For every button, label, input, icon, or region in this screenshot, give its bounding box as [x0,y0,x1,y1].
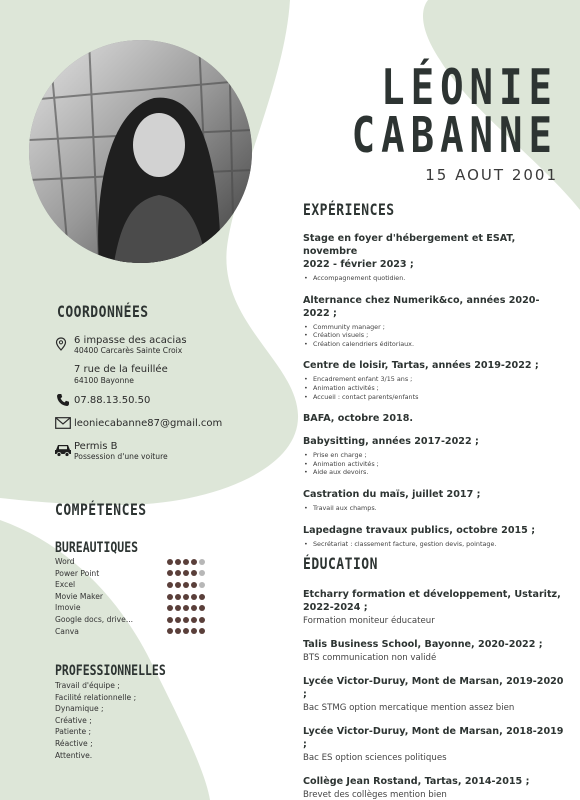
education-diploma: BTS communication non validé [303,653,437,663]
education-diploma: Brevet des collèges mention bien [303,790,447,800]
experience-title-cont: 2022 - février 2023 ; [303,259,414,270]
software-row [55,626,205,638]
dot-filled [191,570,197,576]
dot-filled [183,617,189,623]
dot-filled [167,605,173,611]
envelope-icon [55,417,71,429]
car-icon [54,443,72,457]
dot-filled [167,559,173,565]
section-title-education: ÉDUCATION [303,556,378,574]
experience-bullet: • Animation activités ; [303,384,563,393]
education-item [303,675,568,713]
education-item [303,725,568,763]
skill-level-dots [167,605,205,611]
dot-filled [167,570,173,576]
address1-line2: 40400 Carcarès Sainte Croix [74,346,183,355]
dot-filled [183,582,189,588]
pro-skill-item: Patiente ; [55,727,92,737]
pro-skills-list [55,680,136,761]
section-title-coordonnees: COORDONNÉES [57,304,149,322]
birth-date: 15 AOUT 2001 [425,166,558,184]
software-label: Power Point [55,568,100,578]
pro-skill-item: Attentive. [55,750,93,760]
phone-number: 07.88.13.50.50 [74,395,151,406]
software-list [55,556,205,637]
experience-bullet: • Accompagnement quotidien. [303,274,563,283]
software-label: Imovie [55,603,81,613]
pro-skill-item: Dynamique ; [55,704,104,714]
dot-empty [199,582,205,588]
experience-bullet: • Travail aux champs. [303,504,563,513]
software-label: Word [55,557,75,566]
location-pin-icon [54,337,68,351]
dot-filled [175,559,181,565]
education-diploma: Bac ES option sciences politiques [303,753,447,763]
experience-bullet: • Création calendriers éditoriaux. [303,340,563,349]
experience-bullets [303,504,563,513]
address2-line2: 64100 Bayonne [74,376,134,385]
experience-bullets [303,375,563,401]
dot-filled [167,582,173,588]
dot-filled [199,594,205,600]
pro-skill-item: Facilité relationnelle ; [55,692,137,702]
skill-level-dots [167,628,205,634]
skill-level-dots [167,559,205,565]
experience-title: Alternance chez Numerik&co, années 2020-2022 ; [303,294,540,319]
education-title: Lycée Victor-Duruy, Mont de Marsan, 2019-2020 ; [303,676,564,700]
software-row [55,602,205,614]
experience-title: Babysitting, années 2017-2022 ; [303,436,479,448]
software-row [55,579,205,591]
dot-filled [183,559,189,565]
experience-title: Stage en foyer d'hébergement et ESAT, novembre [303,233,516,257]
phone-icon [56,393,70,407]
profile-photo [29,40,252,263]
education-list [303,588,568,800]
experience-item [303,488,563,513]
education-diploma: Bac STMG option mercatique mention assez bien [303,703,515,713]
dot-filled [199,628,205,634]
dot-filled [191,605,197,611]
software-row [55,614,205,626]
education-item [303,638,568,663]
experience-bullet: • Encadrement enfant 3/15 ans ; [303,375,563,384]
dot-filled [175,617,181,623]
experience-bullet: • Aide aux devoirs. [303,468,563,477]
dot-filled [199,605,205,611]
dot-filled [183,570,189,576]
education-title: Collège Jean Rostand, Tartas, 2014-2015 ; [303,776,530,787]
software-label: Excel [55,580,76,590]
name-last: CABANNE [351,108,558,165]
license: Permis B [74,441,118,452]
dot-filled [191,559,197,565]
dot-filled [167,594,173,600]
dot-filled [191,628,197,634]
experience-item [303,435,563,477]
dot-filled [167,628,173,634]
experience-bullets [303,451,563,477]
name-first: LÉONIE [381,60,558,117]
experience-list [303,232,563,548]
dot-filled [183,605,189,611]
skill-level-dots [167,617,205,623]
experience-bullets [303,540,563,549]
software-row [55,591,205,603]
experience-bullet: • Accueil : contact parents/enfants [303,393,563,402]
dot-filled [191,617,197,623]
dot-filled [167,617,173,623]
dot-filled [191,594,197,600]
dot-filled [175,582,181,588]
experience-item [303,524,563,549]
address1-line1: 6 impasse des acacias [74,335,187,346]
experience-bullets [303,323,563,349]
software-row [55,568,205,580]
software-label: Canva [55,626,79,636]
experience-item [303,294,563,349]
education-title-cont: 2022-2024 ; [303,602,368,613]
experience-bullet: • Secrétariat : classement facture, gestion devis, pointage. [303,540,563,549]
dot-filled [183,628,189,634]
dot-filled [199,617,205,623]
education-diploma: Formation moniteur éducateur [303,616,435,626]
education-title: Talis Business School, Bayonne, 2020-2022 ; [303,639,543,650]
skill-level-dots [167,594,205,600]
dot-filled [175,628,181,634]
dot-empty [199,570,205,576]
skill-level-dots [167,570,205,576]
dot-filled [175,594,181,600]
experience-item [303,412,563,425]
subsection-title-professionnelles: PROFESSIONNELLES [55,662,166,679]
education-item [303,588,568,626]
section-title-experiences: EXPÉRIENCES [303,202,395,220]
section-title-competences: COMPÉTENCES [55,502,147,520]
experience-bullet: • Animation activités ; [303,460,563,469]
software-label: Movie Maker [55,591,104,601]
dot-filled [183,594,189,600]
pro-skill-item: Travail d'équipe ; [55,681,120,690]
dot-empty [199,559,205,565]
experience-item [303,359,563,401]
education-title: Lycée Victor-Duruy, Mont de Marsan, 2018-2019 ; [303,726,564,750]
experience-bullet: • Community manager ; [303,323,563,332]
software-row [55,556,205,568]
skill-level-dots [167,582,205,588]
pro-skill-item: Réactive ; [55,738,93,748]
education-title: Etcharry formation et développement, Ustaritz, [303,589,561,600]
pro-skill-item: Créative ; [55,715,92,725]
experience-item [303,232,563,283]
experience-title: Lapedagne travaux publics, octobre 2015 ; [303,524,536,536]
experience-title: Centre de loisir, Tartas, années 2019-2022 ; [303,360,539,372]
education-item [303,775,568,800]
subsection-title-bureautiques: BUREAUTIQUES [55,539,139,556]
experience-title: BAFA, octobre 2018. [303,413,414,425]
experience-title: Castration du maïs, juillet 2017 ; [303,488,481,500]
dot-filled [175,605,181,611]
experience-bullet: • Prise en charge ; [303,451,563,460]
license-sub: Possession d'une voiture [74,452,168,461]
email-address: leoniecabanne87@gmail.com [74,418,223,429]
address2-line1: 7 rue de la feuillée [74,364,168,375]
software-label: Google docs, drive... [55,614,134,624]
experience-bullets [303,274,563,283]
dot-filled [191,582,197,588]
experience-bullet: • Création visuels ; [303,331,563,340]
dot-filled [175,570,181,576]
